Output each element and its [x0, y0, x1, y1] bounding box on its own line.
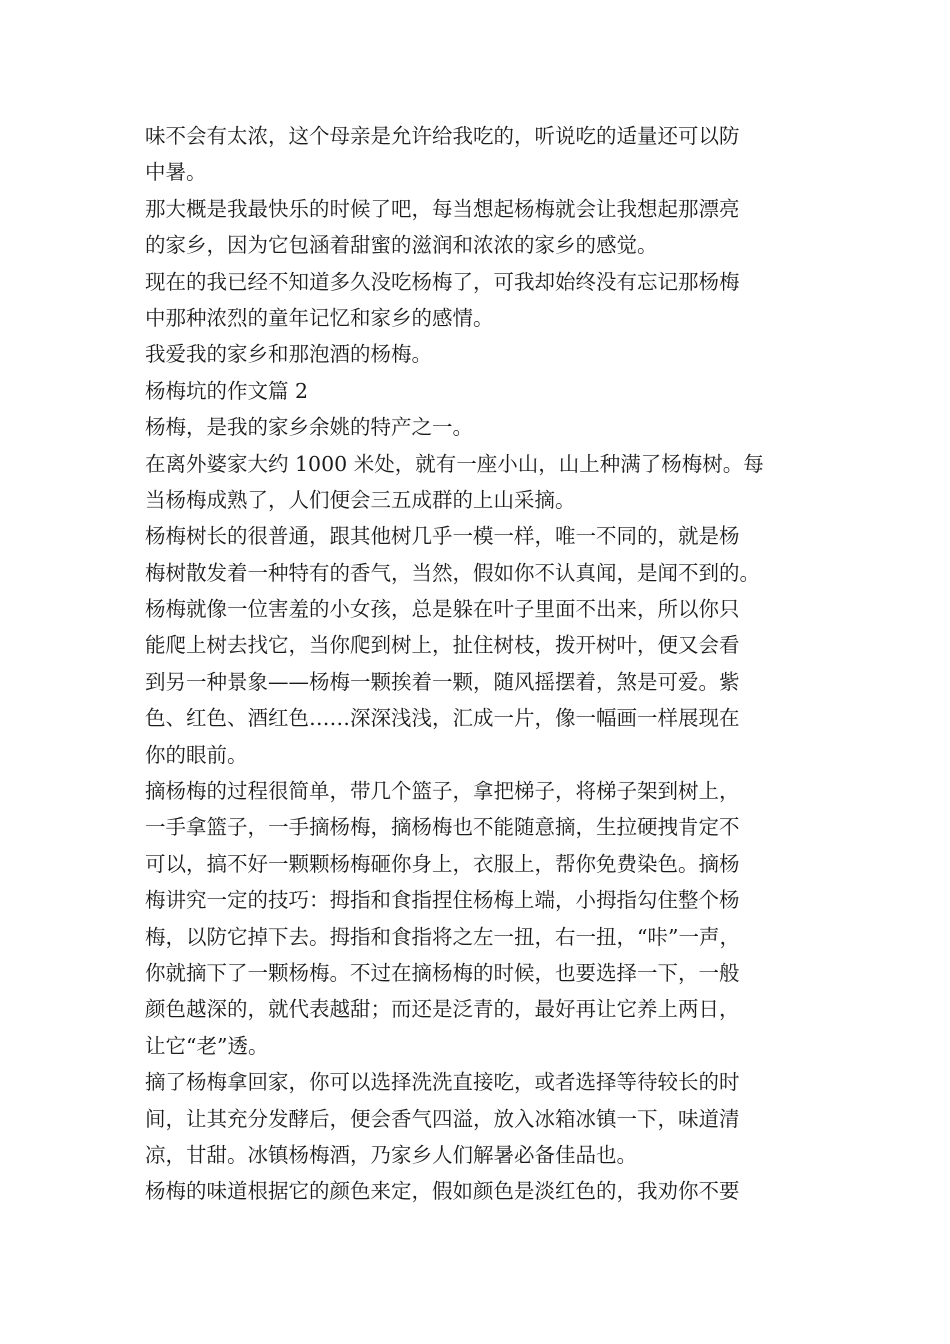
- text-line: 你就摘下了一颗杨梅。不过在摘杨梅的时候，也要选择一下，一般: [145, 960, 740, 985]
- text-line: 梅，以防它掉下去。拇指和食指将之左一扭，右一扭，“咔”一声，: [145, 924, 740, 949]
- text-line: 你的眼前。: [145, 742, 248, 767]
- text-line: 梅树散发着一种特有的香气，当然，假如你不认真闻，是闻不到的。: [145, 560, 760, 585]
- text-line: 梅讲究一定的技巧：拇指和食指捏住杨梅上端，小拇指勾住整个杨: [145, 888, 740, 913]
- text-line: 中那种浓烈的童年记忆和家乡的感情。: [145, 305, 494, 330]
- text-line: 颜色越深的，就代表越甜；而还是泛青的，最好再让它养上两日，: [145, 997, 740, 1022]
- text-line: 能爬上树去找它，当你爬到树上，扯住树枝，拨开树叶，便又会看: [145, 633, 740, 658]
- text-line: 杨梅就像一位害羞的小女孩，总是躲在叶子里面不出来，所以你只: [145, 597, 740, 622]
- text-line: 色、红色、酒红色……深深浅浅，汇成一片，像一幅画一样展现在: [145, 706, 740, 731]
- text-line: 那大概是我最快乐的时候了吧，每当想起杨梅就会让我想起那漂亮: [145, 196, 740, 221]
- text-line: 摘杨梅的过程很简单，带几个篮子，拿把梯子，将梯子架到树上，: [145, 779, 740, 804]
- text-line: 中暑。: [145, 160, 207, 185]
- text-line: 我爱我的家乡和那泡酒的杨梅。: [145, 342, 432, 367]
- text-line: 现在的我已经不知道多久没吃杨梅了，可我却始终没有忘记那杨梅: [145, 269, 740, 294]
- text-line: 可以，搞不好一颗颗杨梅砸你身上，衣服上，帮你免费染色。摘杨: [145, 851, 740, 876]
- text-line: 间，让其充分发酵后，便会香气四溢，放入冰箱冰镇一下，味道清: [145, 1106, 740, 1131]
- section-heading: 杨梅坑的作文篇 2: [145, 378, 309, 403]
- text-line: 到另一种景象——杨梅一颗挨着一颗，随风摇摆着，煞是可爱。紫: [145, 669, 740, 694]
- text-line: 当杨梅成熟了，人们便会三五成群的上山采摘。: [145, 487, 576, 512]
- text-line: 味不会有太浓，这个母亲是允许给我吃的，听说吃的适量还可以防: [145, 124, 740, 148]
- text-line: 杨梅树长的很普通，跟其他树几乎一模一样，唯一不同的，就是杨: [145, 524, 740, 549]
- document-body: [145, 118, 810, 1210]
- text-line: 杨梅，是我的家乡余姚的特产之一。: [145, 415, 473, 440]
- text-line: 杨梅的味道根据它的颜色来定，假如颜色是淡红色的，我劝你不要: [145, 1179, 740, 1204]
- text-line: 凉，甘甜。冰镇杨梅酒，乃家乡人们解暑必备佳品也。: [145, 1142, 637, 1167]
- text-line: 摘了杨梅拿回家，你可以选择洗洗直接吃，或者选择等待较长的时: [145, 1070, 740, 1095]
- text-line: 在离外婆家大约 1000 米处，就有一座小山，山上种满了杨梅树。每: [145, 451, 764, 476]
- text-line: 让它“老”透。: [145, 1033, 269, 1058]
- text-line: 一手拿篮子，一手摘杨梅，摘杨梅也不能随意摘，生拉硬拽肯定不: [145, 815, 740, 840]
- text-line: 的家乡，因为它包涵着甜蜜的滋润和浓浓的家乡的感觉。: [145, 233, 658, 258]
